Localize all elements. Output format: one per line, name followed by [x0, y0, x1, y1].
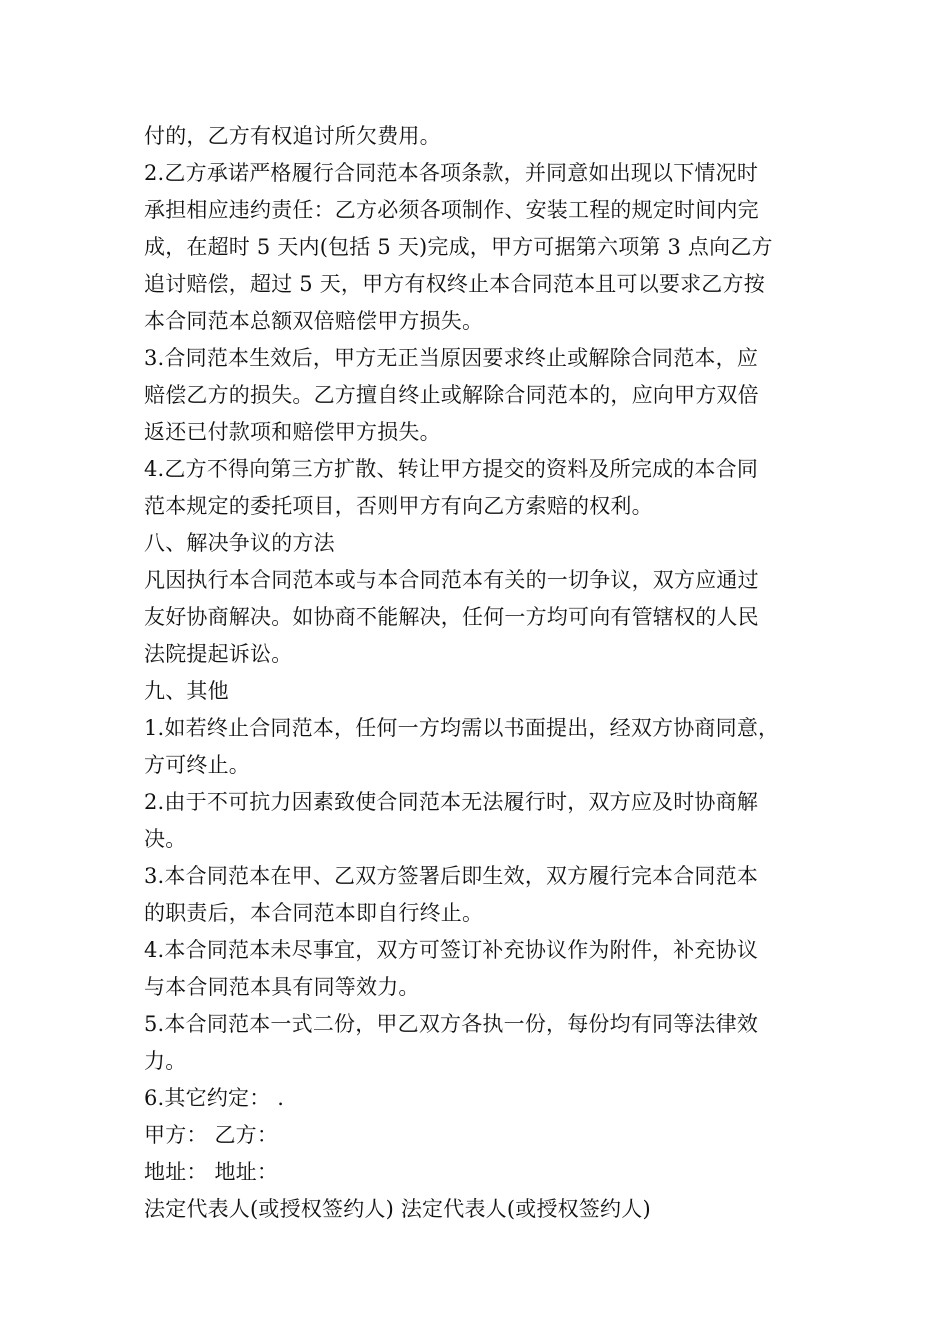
text-line-4: 成，在超时 5 天内(包括 5 天)完成，甲方可据第六项第 3 点向乙方 — [144, 235, 773, 259]
text-line-9: 返还已付款项和赔偿甲方损失。 — [144, 420, 441, 444]
section-heading-dispute: 八、解决争议的方法 — [144, 531, 335, 555]
text-line-2: 2.乙方承诺严格履行合同范本各项条款，并同意如出现以下情况时 — [144, 161, 759, 185]
text-line-25: 5.本合同范本一式二份，甲乙双方各执一份，每份均有同等法律效 — [144, 1012, 759, 1036]
text-line-3: 承担相应违约责任：乙方必须各项制作、安装工程的规定时间内完 — [144, 198, 759, 222]
text-line-10: 4.乙方不得向第三方扩散、转让甲方提交的资料及所完成的本合同 — [144, 457, 759, 481]
text-line-13: 凡因执行本合同范本或与本合同范本有关的一切争议，双方应通过 — [144, 568, 759, 592]
text-line-20: 决。 — [144, 827, 187, 851]
text-line-18: 方可终止。 — [144, 753, 250, 777]
text-line-21: 3.本合同范本在甲、乙双方签署后即生效，双方履行完本合同范本 — [144, 864, 759, 888]
text-line-7: 3.合同范本生效后，甲方无正当原因要求终止或解除合同范本，应 — [144, 346, 759, 370]
signature-party-line: 甲方： 乙方： — [144, 1123, 279, 1147]
signature-address-line: 地址： 地址： — [144, 1160, 279, 1184]
text-line-24: 与本合同范本具有同等效力。 — [144, 975, 420, 999]
text-line-22: 的职责后，本合同范本即自行终止。 — [144, 901, 484, 925]
text-line-5: 追讨赔偿，超过 5 天，甲方有权终止本合同范本且可以要求乙方按 — [144, 272, 765, 296]
text-line-17: 1.如若终止合同范本，任何一方均需以书面提出，经双方协商同意， — [144, 716, 780, 740]
text-line-26: 力。 — [144, 1049, 187, 1073]
text-line-11: 范本规定的委托项目，否则甲方有向乙方索赔的权利。 — [144, 494, 653, 518]
signature-representative-line: 法定代表人(或授权签约人) 法定代表人(或授权签约人) — [144, 1197, 651, 1221]
text-line-14: 友好协商解决。如协商不能解决，任何一方均可向有管辖权的人民 — [144, 605, 759, 629]
section-heading-other: 九、其他 — [144, 679, 229, 703]
text-line-6: 本合同范本总额双倍赔偿甲方损失。 — [144, 309, 484, 333]
text-line-23: 4.本合同范本未尽事宜，双方可签订补充协议作为附件，补充协议 — [144, 938, 759, 962]
text-line-15: 法院提起诉讼。 — [144, 642, 293, 666]
text-line-8: 赔偿乙方的损失。乙方擅自终止或解除合同范本的，应向甲方双倍 — [144, 383, 759, 407]
text-line-19: 2.由于不可抗力因素致使合同范本无法履行时，双方应及时协商解 — [144, 790, 759, 814]
text-line-27: 6.其它约定： . — [144, 1086, 285, 1110]
text-line-1: 付的，乙方有权追讨所欠费用。 — [144, 124, 441, 148]
document-page — [144, 118, 814, 1228]
